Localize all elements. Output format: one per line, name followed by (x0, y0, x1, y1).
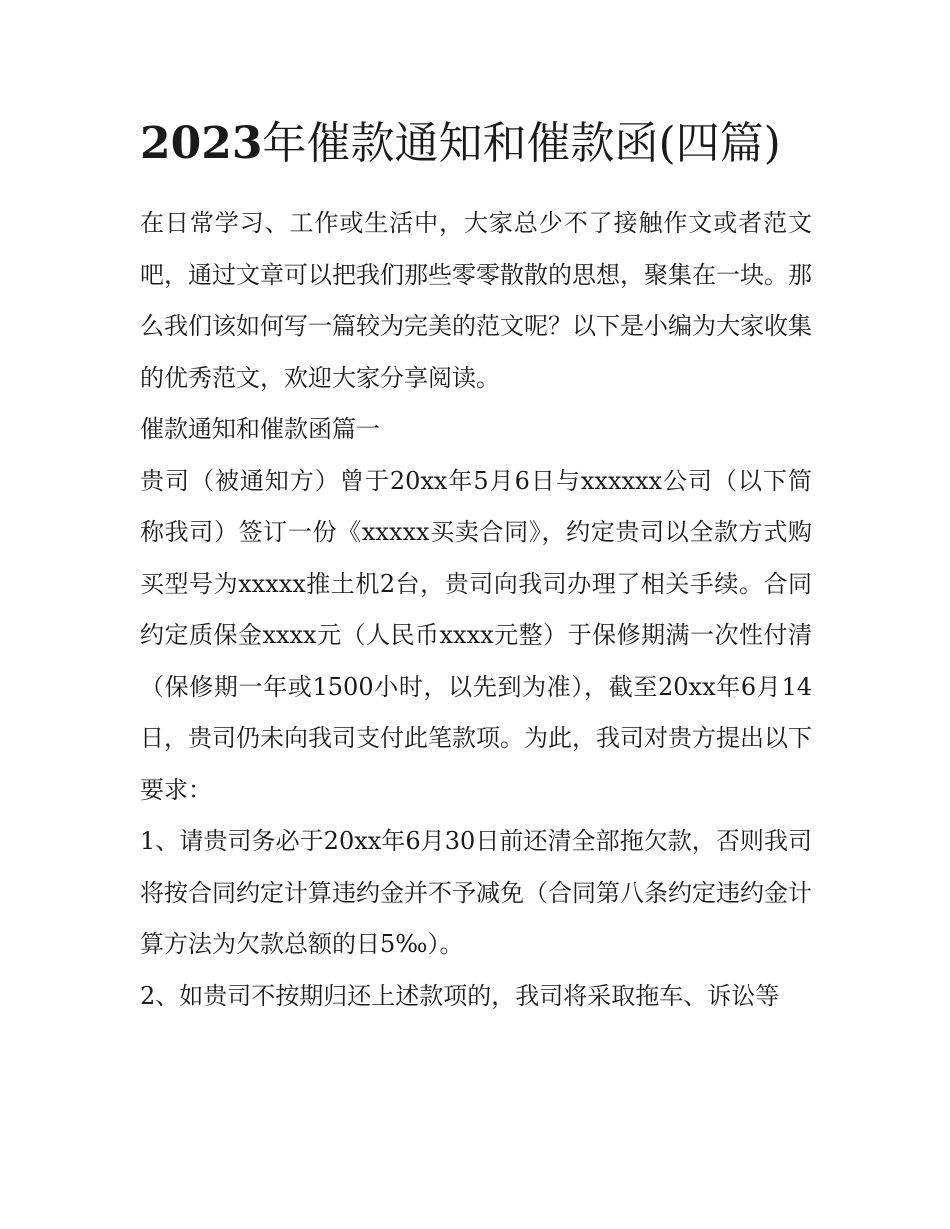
section-heading: 催款通知和催款函篇一 (140, 415, 380, 443)
title-text: 年催款通知和催款函(四篇) (262, 118, 781, 169)
body-paragraph: 贵司（被通知方）曾于20xx年5月6日与xxxxxx公司（以下简称我司）签订一份《xxxxx买卖合同》，约定贵司以全款方式购买型号为xxxxx推土机2台，贵司向我司办理了相关手续。合同约定质保金xxxx元（人民币xxxx元整）于保修期满一次性付清（保修期一年或1500小时，以先到为准），截至20xx年6月14日，贵司仍未向我司支付此笔款项。为此，我司对贵方提出以下要求： (140, 466, 812, 804)
document-body (140, 112, 812, 1022)
title-year: 2023 (140, 118, 263, 169)
document-title (140, 112, 812, 176)
requirement-item-2: 2、如贵司不按期归还上述款项的，我司将采取拖车、诉讼等 (140, 981, 780, 1010)
requirement-item-1: 1、请贵司务必于20xx年6月30日前还清全部拖欠款，否则我司将按合同约定计算违约金并不予减免（合同第八条约定违约金计算方法为欠款总额的日5‰）。 (140, 827, 812, 958)
intro-paragraph: 在日常学习、工作或生活中，大家总少不了接触作文或者范文吧，通过文章可以把我们那些零零散散的思想，聚集在一块。那么我们该如何写一篇较为完美的范文呢？以下是小编为大家收集的优秀范文，欢迎大家分享阅读。 (140, 209, 812, 392)
